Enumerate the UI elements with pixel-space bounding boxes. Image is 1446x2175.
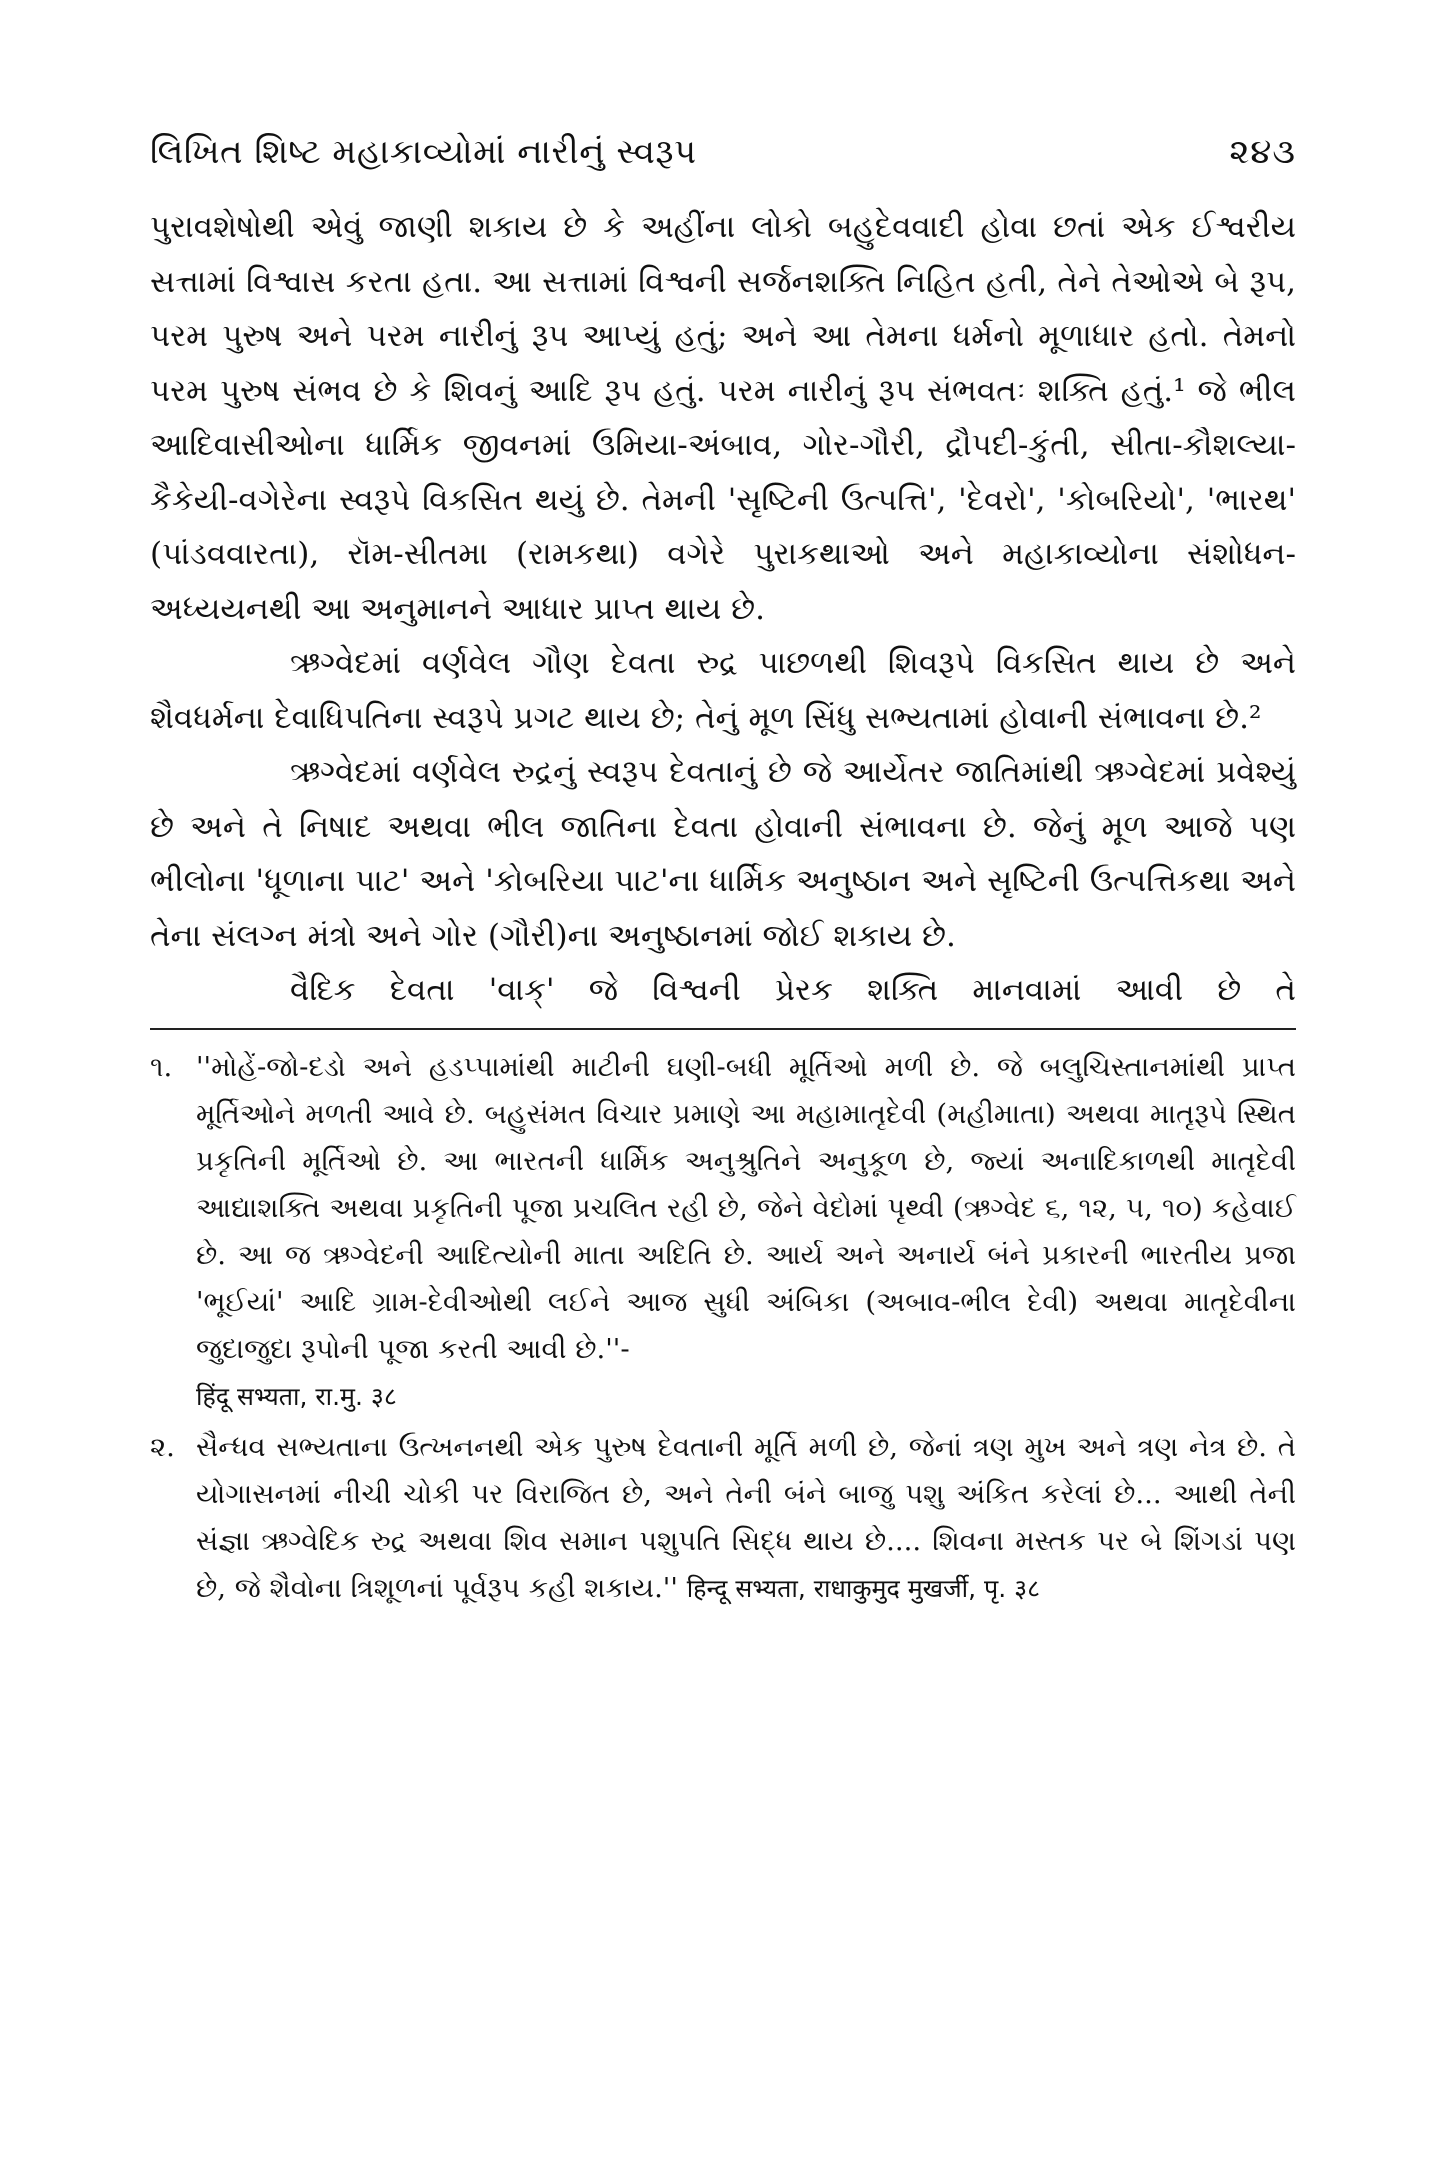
footnotes [150, 1044, 1296, 1612]
book-page [150, 130, 1296, 1616]
paragraph-4: વૈદિક દેવતા 'વાક્' જે વિશ્વની પ્રેરક શક્તિ માનવામાં આવી છે તે [290, 972, 1296, 1008]
paragraph-2: ઋગ્વેદમાં વર્ણવેલ ગૌણ દેવતા રુદ્ર પાછળથી શિવરૂપે વિકસિત થાય છે અને શૈવધર્મના દેવાધિપતિના સ્વરૂપે પ્રગટ થાય છે; તેનું મૂળ સિંધુ સભ્યતામાં હોવાની સંભાવના છે.² [150, 645, 1296, 736]
footnote-source: हिंदू सभ्यता, रा.मु. ३८ [196, 1381, 397, 1411]
footnote-body [196, 1044, 1296, 1420]
paragraph-3: ઋગ્વેદમાં વર્ણવેલ રુદ્રનું સ્વરૂપ દેવતાનું છે જે આર્યેતર જાતિમાંથી ઋગ્વેદમાં પ્રવેશ્યું છે અને તે નિષાદ અથવા ભીલ જાતિના દેવતા હોવાની સંભાવના છે. જેનું મૂળ આજે પણ ભીલોના 'ધૂળાના પાટ' અને 'કોબરિયા પાટ'ના ધાર્મિક અનુષ્ઠાન અને સૃષ્ટિની ઉત્પત્તિકથા અને તેના સંલગ્ન મંત્રો અને ગોર (ગૌરી)ના અનુષ્ઠાનમાં જોઈ શકાય છે. [150, 754, 1296, 954]
footnote-1 [150, 1044, 1296, 1420]
footnote-text: ''મોહેં-જો-દડો અને હડપ્પામાંથી માટીની ઘણી-બધી મૂર્તિઓ મળી છે. જે બલુચિસ્તાનમાંથી પ્રાપ્ત મૂર્તિઓને મળતી આવે છે. બહુસંમત વિચાર પ્રમાણે આ મહામાતૃદેવી (મહીમાતા) અથવા માતૃરૂપે સ્થિત પ્રકૃતિની મૂર્તિઓ છે. આ ભારતની ધાર્મિક અનુશ્રુતિને અનુકૂળ છે, જ્યાં અનાદિકાળથી માતૃદેવી આદ્યાશક્તિ અથવા પ્રકૃતિની પૂજા પ્રચલિત રહી છે, જેને વેદોમાં પૃથ્વી (ઋગ્વેદ ૬, ૧૨, ૫, ૧૦) કહેવાઈ છે. આ જ ઋગ્વેદની આદિત્યોની માતા અદિતિ છે. આર્ય અને અનાર્ય બંને પ્રકારની ભારતીય પ્રજા 'ભૂઈયાં' આદિ ગ્રામ-દેવીઓથી લઈને આજ સુધી અંબિકા (અબાવ-ભીલ દેવી) અથવા માતૃદેવીના જુદાજુદા રૂપોની પૂજા કરતી આવી છે.''- [196, 1050, 1296, 1365]
running-header [150, 130, 1296, 174]
body-text [150, 200, 1296, 1018]
paragraph-1: પુરાવશેષોથી એવું જાણી શકાય છે કે અહીંના લોકો બહુદેવવાદી હોવા છતાં એક ઈશ્વરીય સત્તામાં વિશ્વાસ કરતા હતા. આ સત્તામાં વિશ્વની સર્જનશક્તિ નિહિત હતી, તેને તેઓએ બે રૂપ, પરમ પુરુષ અને પરમ નારીનું રૂપ આપ્યું હતું; અને આ તેમના ધર્મનો મૂળાધાર હતો. તેમનો પરમ પુરુષ સંભવ છે કે શિવનું આદિ રૂપ હતું. પરમ નારીનું રૂપ સંભવતઃ શક્તિ હતું.¹ જે ભીલ આદિવાસીઓના ધાર્મિક જીવનમાં ઉમિયા-અંબાવ, ગોર-ગૌરી, દ્રૌપદી-કુંતી, સીતા-કૌશલ્યા-કૈકેયી-વગેરેના સ્વરૂપે વિકસિત થયું છે. તેમની 'સૃષ્ટિની ઉત્પત્તિ', 'દેવરો', 'કોબરિયો', 'ભારથ' (પાંડવવારતા), રૉમ-સીતમા (રામકથા) વગેરે પુરાકથાઓ અને મહાકાવ્યોના સંશોધન-અધ્યયનથી આ અનુમાનને આધાર પ્રાપ્ત થાય છે. [150, 209, 1296, 627]
footnote-number: ૨. [150, 1430, 175, 1463]
footnote-number: ૧. [150, 1050, 173, 1083]
footnote-divider [150, 1028, 1296, 1030]
footnote-body [196, 1424, 1296, 1612]
footnote-2 [150, 1424, 1296, 1612]
footnote-source: हिन्दू सभ्यता, राधाकुमुद मुखर्जी, पृ. ३८ [686, 1573, 1041, 1603]
footnote-text: સૈન્ધવ સભ્યતાના ઉત્ખનનથી એક પુરુષ દેવતાની મૂર્તિ મળી છે, જેનાં ત્રણ મુખ અને ત્રણ નેત્ર છે. તે યોગાસનમાં નીચી ચોકી પર વિરાજિત છે, અને તેની બંને બાજુ પશુ અંકિત કરેલાં છે... આથી તેની સંજ્ઞા ઋગ્વેદિક રુદ્ર અથવા શિવ સમાન પશુપતિ સિદ્ધ થાય છે.... શિવના મસ્તક પર બે શિંગડાં પણ છે, જે શૈવોના ત્રિશૂળનાં પૂર્વરૂપ કહી શકાય.'' [196, 1430, 1296, 1604]
page-number: ૨૪૩ [1229, 132, 1296, 172]
chapter-title: લિખિત શિષ્ટ મહાકાવ્યોમાં નારીનું સ્વરૂપ [150, 132, 697, 172]
